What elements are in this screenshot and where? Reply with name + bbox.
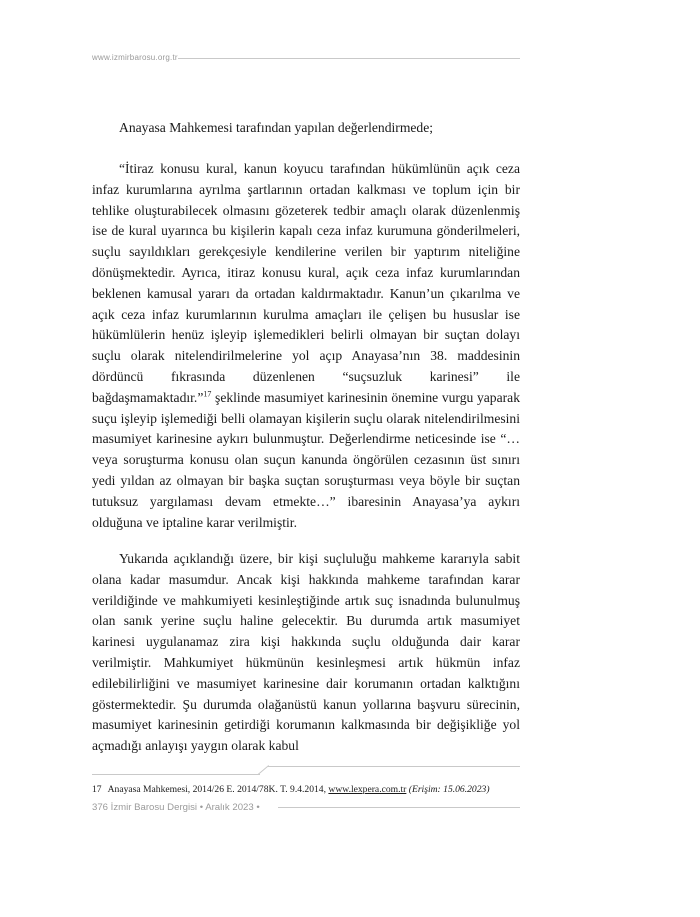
footnote-link[interactable]: www.lexpera.com.tr [328, 784, 407, 795]
quote-text: “İtiraz konusu kural, kanun koyucu tarafından hükümlünün açık ceza infaz kurumlarına ayrılma şartlarının ortadan kalkması ve toplum için bir tehlike oluşturabilecek olmasını gözeterek tedbir amaçlı olarak düzenlenmiş ise de kural uyarınca bu kişilerin kapalı ceza infaz kurumuna gönderilmeleri, suçlu sayıldıkları gerekçesiyle kendilerine verilen bir yaptırım niteliğine dönüşmektedir. Ayrıca, itiraz konusu kural, açık ceza infaz kurumlarından beklenen kamusal yararı da ortadan kaldırmaktadır. Kanun’un çıkarılma ve açık ceza infaz kurumlarının kurulma amaçları ile çelişen bu hususlar ise hükümlülerin henüz işleyip işlemedikleri belirli olmayan bir suçtan dolayı suçlu olarak nitelendirilmelerine yol açıp Anayasa’nın 38. maddesinin dördüncü fıkrasında düzenlenen “suçsuzluk karinesi” ile bağdaşmamaktadır.” [92, 161, 520, 405]
footnote-access-date: (Erişim: 15.06.2023) [406, 784, 490, 795]
header-url: www.izmirbarosu.org.tr [92, 53, 178, 62]
footer-text: 376 İzmir Barosu Dergisi • Aralık 2023 • [92, 802, 260, 813]
footnote-text: Anayasa Mahkemesi, 2014/26 E. 2014/78K. T. 9.4.2014, [107, 784, 329, 795]
footnote [92, 784, 522, 795]
quote-paragraph [92, 159, 520, 533]
header-rule [178, 58, 520, 59]
footnote-rule [92, 774, 260, 775]
footer-rule [278, 807, 520, 808]
footnote-reference[interactable]: 17 [203, 389, 212, 399]
footnote-number: 17 [92, 784, 102, 795]
footnote-rule-right [268, 766, 520, 767]
main-paragraph: Yukarıda açıklandığı üzere, bir kişi suçluluğu mahkeme kararıyla sabit olana kadar masumdur. Ancak kişi hakkında mahkeme tarafından karar verildiğinde ve mahkumiyeti kesinleştiğinde artık suç isnadında bulunulmuş olan sanık yerine suçlu haline gelecektir. Bu durumda artık masumiyet karinesi uygulanamaz zira kişi hakkında suçlu olduğunda dair karar verilmiştir. Mahkumiyet hükmünün kesinleşmesi artık hükmün infaz edilebilirliğini ve masumiyet karinesine dair korumanın ortadan kalktığını göstermektedir. Şu durumda olağanüstü kanun yollarına başvuru sürecinin, masumiyet karinesinin getirdiği korumanın kalkmasında bir değişikliğe yol açmadığı anlayışı yaygın olarak kabul [92, 551, 520, 754]
intro-paragraph: Anayasa Mahkemesi tarafından yapılan değerlendirmede; [119, 120, 434, 135]
quote-continuation: şeklinde masumiyet karinesinin önemine vurgu yaparak suçu işleyip işlemediği belli olamayan kişilerin suçlu olarak nitelendirilmesini masumiyet karinesine aykırı bulunmuştur. Değerlendirme neticesinde ise “…veya soruşturma konusu olan suçun kanunda öngörülen cezasının üst sınırı yedi yıldan az olmayan bir başka suçtan soruşturması veya böyle bir suçtan tutuksuz yargılaması devam etmekte…” ibaresinin Anayasa’ya aykırı olduğuna ve iptaline karar verilmiştir. [92, 389, 520, 530]
